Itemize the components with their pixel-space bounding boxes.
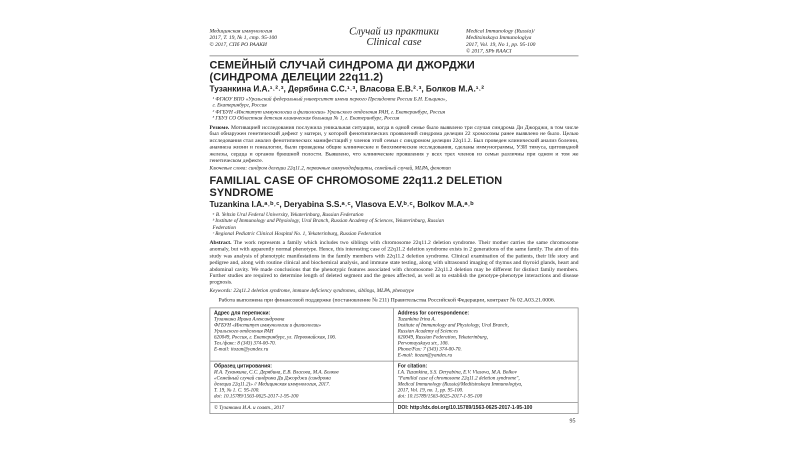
keywords-en: Keywords: 22q11.2 deletion syndrome, immune deficiency syndromes, siblings, MLPA, phenotype	[209, 287, 415, 294]
title-line: FAMILIAL CASE OF CHROMOSOME 22q11.2 DELETION	[209, 174, 503, 187]
box-line: Institute of Immunology and Physiology, Ural Branch,	[397, 322, 509, 329]
box-title: For citation:	[397, 364, 428, 370]
box-title: Address for correspondence:	[397, 310, 470, 317]
affiliation: ᶜ Regional Pediatric Clinical Hospital No. 1, Yekaterinburg, Russian Federation	[212, 230, 382, 237]
correspondence-boxes	[210, 308, 579, 415]
header-line: Medical Immunology (Russia)/	[466, 27, 535, 34]
abstract-en	[210, 240, 579, 286]
box-line: Т. 19, № 1. С. 95-100.	[214, 388, 260, 394]
copyright-text: © Тузанкина И.А. и соавт., 2017	[214, 405, 285, 411]
title-line: (СИНДРОМА ДЕЛЕЦИИ 22q11.2)	[209, 71, 384, 84]
abstract-text: The work represents a family which includes two siblings with chromosome 22q11.2 deletion syndrome. Their mother carries the same chromosome anomaly, but with apparently normal phenotype. Hence, this interesting case of 22q11.2 deletion syndrome exists in 2 generations of the same family. The aim of this study was analysis of phenotypic manifestations in the family members with 22q11.2 deletion syndrome. Clinical examination of the patients, their life story and pedigree and, along with routine clinical and biochemical analysis, and immune state testing, along with ultrasound imaging of thymus and thyroid glands, heart and abdominal cavity. We made conclusions that the phenotypic features associated with chromosome 22q11.2 deletion may be different for distinct family members. Further studies are required to determine length of deleted segment and the genes affected, as well as to establish the genotype-phenotype interactions and disease prognosis.	[209, 238, 579, 286]
authors-ru: Тузанкина И.А.¹˒²˒³, Дерябина С.С.¹˒³, Власова Е.В.²˒³, Болков М.А.¹˒²	[209, 84, 485, 94]
title-line: СЕМЕЙНЫЙ СЛУЧАЙ СИНДРОМА ДИ ДЖОРДЖИ	[209, 59, 475, 72]
box-title: Образец цитирования:	[214, 364, 272, 370]
title-ru	[210, 59, 579, 83]
affiliations-ru	[210, 96, 579, 121]
header-divider	[210, 56, 579, 57]
funding-note: Работа выполнена при финансовой поддержке (постановление № 211) Правительства Российской Федерации, контракт № 02.A03.21.0006.	[218, 296, 556, 304]
box-line: «Семейный случай синдрома Ди Джорджи (синдрома	[214, 376, 331, 382]
box-line: Russian Academy of Sciences	[397, 328, 458, 335]
box-line: ФГБУН «Институт иммунологии и физиологии»	[214, 322, 322, 329]
copyright-box	[210, 403, 394, 414]
section-label-en: Clinical case	[366, 36, 422, 48]
box-line: Medical Immunology (Russia)/Meditsinskaya Immunologiya,	[397, 382, 523, 388]
box-line: E-mail: itozan@yandex.ru	[214, 346, 269, 353]
box-line: "Familial case of chromosome 22q11.2 deletion syndrome",	[397, 376, 520, 382]
doi-link[interactable]: DOI: http://dx.doi.org/10.15789/1563-0625-2017-1-95-100	[397, 405, 533, 411]
box-line: Pervomayskaya str., 106.	[397, 340, 449, 347]
affiliation: Federation	[212, 223, 236, 230]
title-en	[210, 175, 579, 199]
box-line: 2017, Vol. 19, no. 1, pp. 95-100.	[397, 388, 464, 394]
running-header	[210, 0, 579, 54]
header-line: © 2017, СПб РО РААКИ	[209, 40, 267, 48]
affiliation: г. Екатеринбург, Россия	[212, 102, 267, 109]
box-title: Адрес для переписки:	[214, 310, 271, 317]
abstract-ru	[210, 124, 579, 164]
abstract-label: Резюме.	[209, 123, 230, 131]
box-line: doi: 10.15789/1563-0625-2017-1-95-100	[214, 394, 299, 400]
section-label	[327, 27, 462, 48]
document-page	[205, 0, 583, 450]
header-line: Медицинская иммунология	[209, 27, 273, 34]
affiliation: ³ ГБУЗ СО Областная детская клиническая больница № 1, г. Екатеринбург, Россия	[212, 114, 400, 121]
address-box-en	[394, 309, 578, 362]
address-box-ru	[210, 309, 394, 362]
affiliations-en	[210, 211, 579, 236]
authors-en: Tuzankina I.A.ᵃ˒ᵇ˒ᶜ, Deryabina S.S.ᵃ˒ᶜ, Vlasova E.V.ᵇ˒ᶜ, Bolkov M.A.ᵃ˒ᵇ	[209, 200, 474, 210]
affiliation: ¹ ФГАОУ ВПО «Уральский федеральный университет имени первого Президента России Б.Н. Ельцина»,	[212, 96, 447, 102]
affiliation: ² ФГБУН «Институт иммунологии и физиологии» Уральского отделения РАН, г. Екатеринбург, Россия	[212, 108, 446, 115]
header-line: Meditsinskaya Immunologiya	[466, 33, 532, 41]
box-line: I.A. Tuzankina, S.S. Deryabina, E.V. Vlasova, M.A. Bolkov	[397, 370, 517, 376]
box-line: Tuzankina Irina A.	[397, 316, 436, 323]
box-line: Тузанкина Ирина Александровна	[214, 316, 285, 323]
title-line: SYNDROME	[209, 186, 274, 199]
journal-info-en	[466, 27, 579, 54]
box-line: Phone/Fax: 7 (343) 374-00-70.	[397, 346, 462, 353]
page-number: 95	[569, 417, 576, 425]
header-line: © 2017, SPb RAACI	[466, 47, 512, 54]
section-label-ru: Случай из практики	[349, 26, 439, 38]
abstract-label: Abstract.	[209, 238, 232, 246]
box-line: Уральского отделения РАН	[214, 328, 274, 335]
keywords-ru: Ключевые слова: синдром делеции 22q11.2, первичные иммунодефициты, семейный случай, MLPA, фенотип	[209, 165, 451, 172]
affiliation: ᵇ Institute of Immunology and Physiology, Ural Branch, Russian Academy of Sciences, Yekaterinburg, Russian	[212, 217, 444, 224]
box-line: 620049, Russian Federation, Yekaterinburg,	[397, 334, 488, 341]
box-line: И.А. Тузанкина, С.С. Дерябина, Е.В. Власова, М.А. Болков	[214, 370, 339, 376]
header-line: 2017, Т. 19, № 1, стр. 95-100	[209, 33, 278, 41]
citation-box-en	[394, 362, 578, 403]
box-line: 620049, Россия, г. Екатеринбург, ул. Первомайская, 106.	[214, 334, 337, 341]
doi-box	[394, 403, 578, 414]
abstract-text: Мотивацией исследования послужила уникальная ситуация, когда в одной семье было выявлено три случая синдрома Ди Джорджи, в том числе был обнаружен генетический дефект у матери, у которой фенотипических проявлений синдрома делеции 22 хромосомы ранее выявлено не было. Целью исследования стал анализ фенотипических манифестаций у членов этой семьи с синдромом делеции 22q11.2. Был проведен клинический анализ болезни, анамнеза жизни и генеалогии, были проведены общие клинические и биохимические исследования, сделаны иммунограммы, УЗИ тимуса, щитовидной железы, сердца и органов брюшной полости. Выявлено, что клинические проявления у всех трех членов из семьи различны при одном и том же генетическом дефекте.	[209, 123, 579, 164]
journal-info-ru	[210, 27, 323, 47]
affiliation: ᵃ B. Yeltsin Ural Federal University, Yekaterinburg, Russian Federation	[212, 211, 364, 218]
citation-box-ru	[210, 362, 394, 403]
box-line: делеции 22q11.2)» // Медицинская иммунология, 2017.	[214, 382, 330, 388]
box-line: E-mail: itozan@yandex.ru	[397, 352, 452, 359]
box-line: Тел./факс: 8 (343) 374-00-70.	[214, 340, 276, 347]
header-line: 2017, Vol. 19, No 1, pp. 95-100	[466, 40, 536, 48]
box-line: doi: 10.15789/1563-0625-2017-1-95-100	[397, 394, 483, 400]
